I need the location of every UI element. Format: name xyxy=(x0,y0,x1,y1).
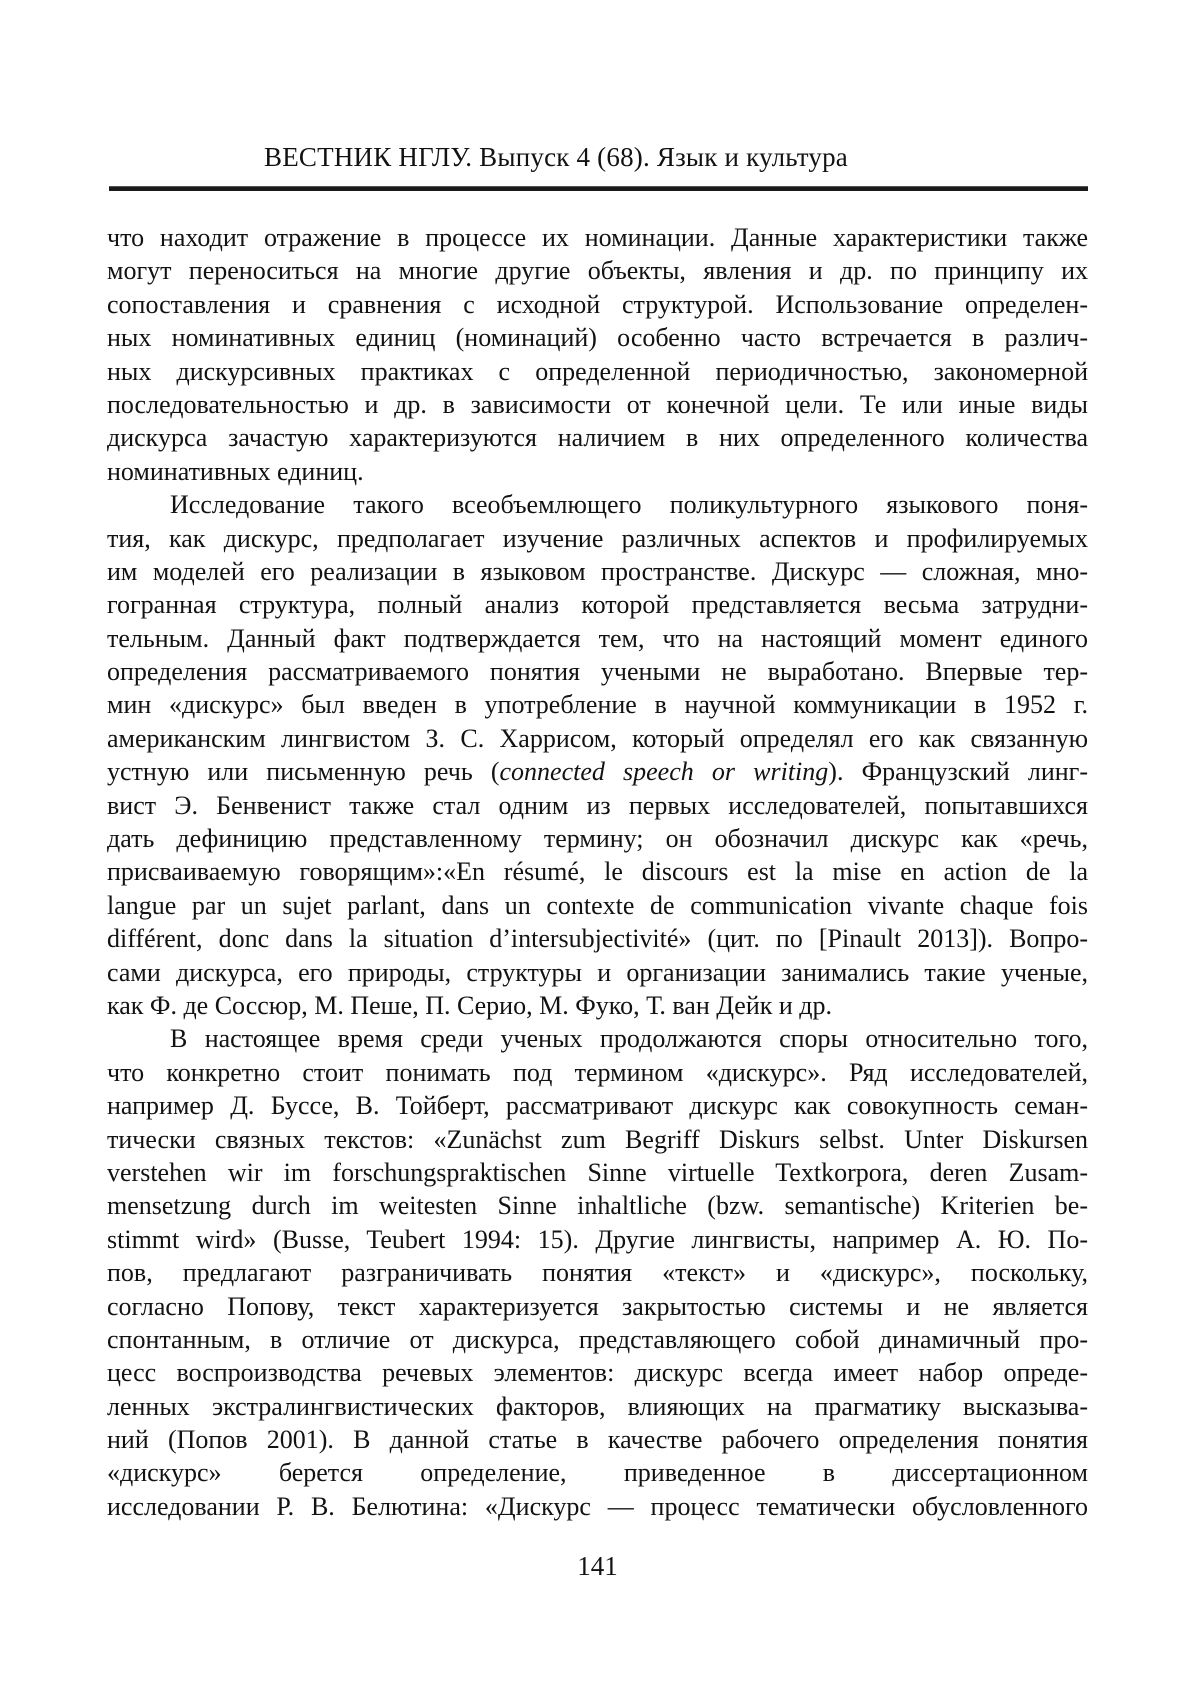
text-line: американским лингвистом З. С. Харрисом, который определял его как связанную xyxy=(107,723,1088,753)
text-block xyxy=(107,221,1088,1523)
text-line: В настоящее время среди ученых продолжаются споры относительно того, xyxy=(170,1024,1088,1054)
text-line: им моделей его реализации в языковом пространстве. Дискурс — сложная, мно- xyxy=(107,556,1088,586)
text-line: тельным. Данный факт подтверждается тем, что на настоящий момент единого xyxy=(107,623,1088,653)
text-line: вист Э. Бенвенист также стал одним из первых исследователей, попытавшихся xyxy=(107,790,1088,820)
italic-phrase: connected speech or writing xyxy=(499,757,829,787)
page-number: 141 xyxy=(577,1551,618,1581)
text-line: устную или письменную речь (connected speech or writing). Французский линг- xyxy=(107,757,1088,787)
text-line: что находит отражение в процессе их номинации. Данные характеристики также xyxy=(107,223,1088,252)
text-line: определения рассматриваемого понятия учеными не выработано. Впервые тер- xyxy=(107,657,1088,687)
text-line: пов, предлагают разграничивать понятия «текст» и «дискурс», поскольку, xyxy=(107,1258,1088,1288)
text-line: ний (Попов 2001). В данной статье в качестве рабочего определения понятия xyxy=(107,1425,1088,1455)
text-line: номинативных единиц. xyxy=(107,456,364,486)
text-line: сами дискурса, его природы, структуры и организации занимались такие ученые, xyxy=(107,957,1088,987)
text-line: сопоставления и сравнения с исходной структурой. Использование определен- xyxy=(107,289,1088,319)
text-line: могут переноситься на многие другие объекты, явления и др. по принципу их xyxy=(107,256,1088,286)
text-line: что конкретно стоит понимать под термином «дискурс». Ряд исследователей, xyxy=(107,1057,1088,1087)
text-line: мин «дискурс» был введен в употребление в научной коммуникации в 1952 г. xyxy=(107,690,1088,720)
text-line: спонтанным, в отличие от дискурса, представляющего собой динамичный про- xyxy=(107,1324,1088,1354)
text-line: например Д. Буссе, В. Тойберт, рассматривают дискурс как совокупность семан- xyxy=(107,1091,1088,1121)
header-rule xyxy=(109,186,1088,191)
text-line: mensetzung durch im weitesten Sinne inhaltliche (bzw. semantische) Kriterien be- xyxy=(107,1191,1088,1221)
text-line: присваиваемую говорящим»:«En résumé, le discours est la mise en action de la xyxy=(107,857,1088,887)
text-line: langue par un sujet parlant, dans un contexte de communication vivante chaque fois xyxy=(107,890,1088,920)
text-line: исследовании Р. В. Белютина: «Дискурс — процесс тематически обусловленного xyxy=(107,1491,1088,1521)
text-line: ных номинативных единиц (номинаций) особенно часто встречается в различ- xyxy=(107,323,1088,353)
text-line: «дискурс» берется определение, приведенное в диссертационном xyxy=(107,1458,1088,1488)
text-line: ленных экстралингвистических факторов, влияющих на прагматику высказыва- xyxy=(107,1391,1088,1421)
text-line: verstehen wir im forschungspraktischen Sinne virtuelle Textkorpora, deren Zusam- xyxy=(107,1157,1088,1187)
text-line: тически связных текстов: «Zunächst zum Begriff Diskurs selbst. Unter Diskursen xyxy=(107,1124,1088,1154)
text-line: stimmt wird» (Busse, Teubert 1994: 15). Другие лингвисты, например А. Ю. По- xyxy=(107,1224,1088,1254)
text-line: гогранная структура, полный анализ которой представляется весьма затрудни- xyxy=(107,590,1088,620)
journal-header: ВЕСТНИК НГЛУ. Выпуск 4 (68). Язык и культура xyxy=(264,142,848,172)
text-line: как Ф. де Соссюр, М. Пеше, П. Серио, М. Фуко, Т. ван Дейк и др. xyxy=(107,990,833,1020)
text-line: последовательностью и др. в зависимости от конечной цели. Те или иные виды xyxy=(107,389,1088,419)
text-line: согласно Попову, текст характеризуется закрытостью системы и не является xyxy=(107,1291,1088,1321)
text-line: дать дефиницию представленному термину; он обозначил дискурс как «речь, xyxy=(107,824,1088,854)
text-line: цесс воспроизводства речевых элементов: дискурс всегда имеет набор опреде- xyxy=(107,1358,1088,1388)
text-line: тия, как дискурс, предполагает изучение различных аспектов и профилируемых xyxy=(107,523,1088,553)
text-line: Исследование такого всеобъемлющего поликультурного языкового поня- xyxy=(170,490,1088,520)
text-line: différent, donc dans la situation d’intersubjectivité» (цит. по [Pinault 2013]). Вопро- xyxy=(107,924,1088,954)
text-line: дискурса зачастую характеризуются наличием в них определенного количества xyxy=(107,423,1088,453)
text-line: ных дискурсивных практиках с определенной периодичностью, закономерной xyxy=(107,356,1088,386)
